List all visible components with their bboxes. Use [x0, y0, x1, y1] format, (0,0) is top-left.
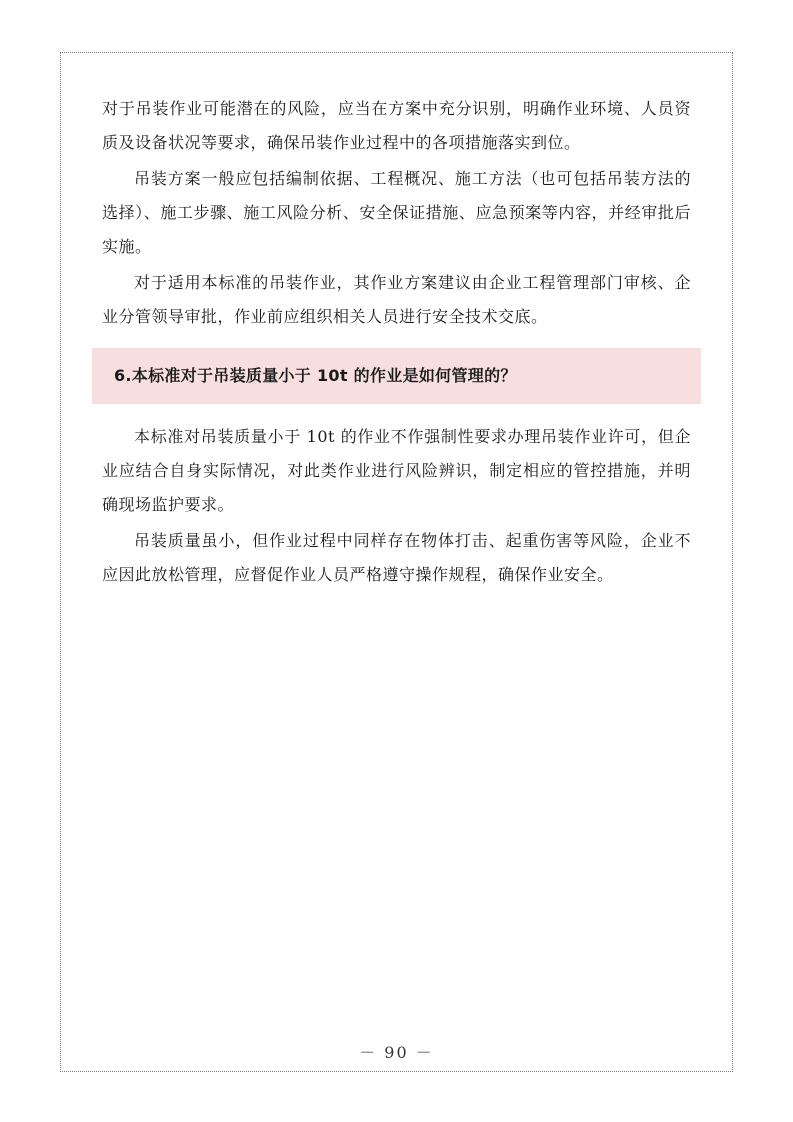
paragraph: 对于吊装作业可能潜在的风险，应当在方案中充分识别，明确作业环境、人员资质及设备状况等要求，确保吊装作业过程中的各项措施落实到位。	[102, 99, 691, 152]
paragraph: 对于适用本标准的吊装作业，其作业方案建议由企业工程管理部门审核、企业分管领导审批，作业前应组织相关人员进行安全技术交底。	[102, 273, 691, 326]
paragraph: 本标准对吊装质量小于 10t 的作业不作强制性要求办理吊装作业许可，但企业应结合自身实际情况，对此类作业进行风险辨识，制定相应的管控措施，并明确现场监护要求。	[102, 427, 691, 514]
page-number: － 90 －	[359, 1043, 434, 1062]
paragraph: 吊装质量虽小，但作业过程中同样存在物体打击、起重伤害等风险，企业不应因此放松管理，应督促作业人员严格遵守操作规程，确保作业安全。	[102, 531, 691, 584]
document-body	[102, 92, 691, 594]
section-heading: 6.本标准对于吊装质量小于 10t 的作业是如何管理的？	[92, 348, 701, 404]
paragraph: 吊装方案一般应包括编制依据、工程概况、施工方法（也可包括吊装方法的选择）、施工步骤、施工风险分析、安全保证措施、应急预案等内容，并经审批后实施。	[102, 169, 691, 256]
